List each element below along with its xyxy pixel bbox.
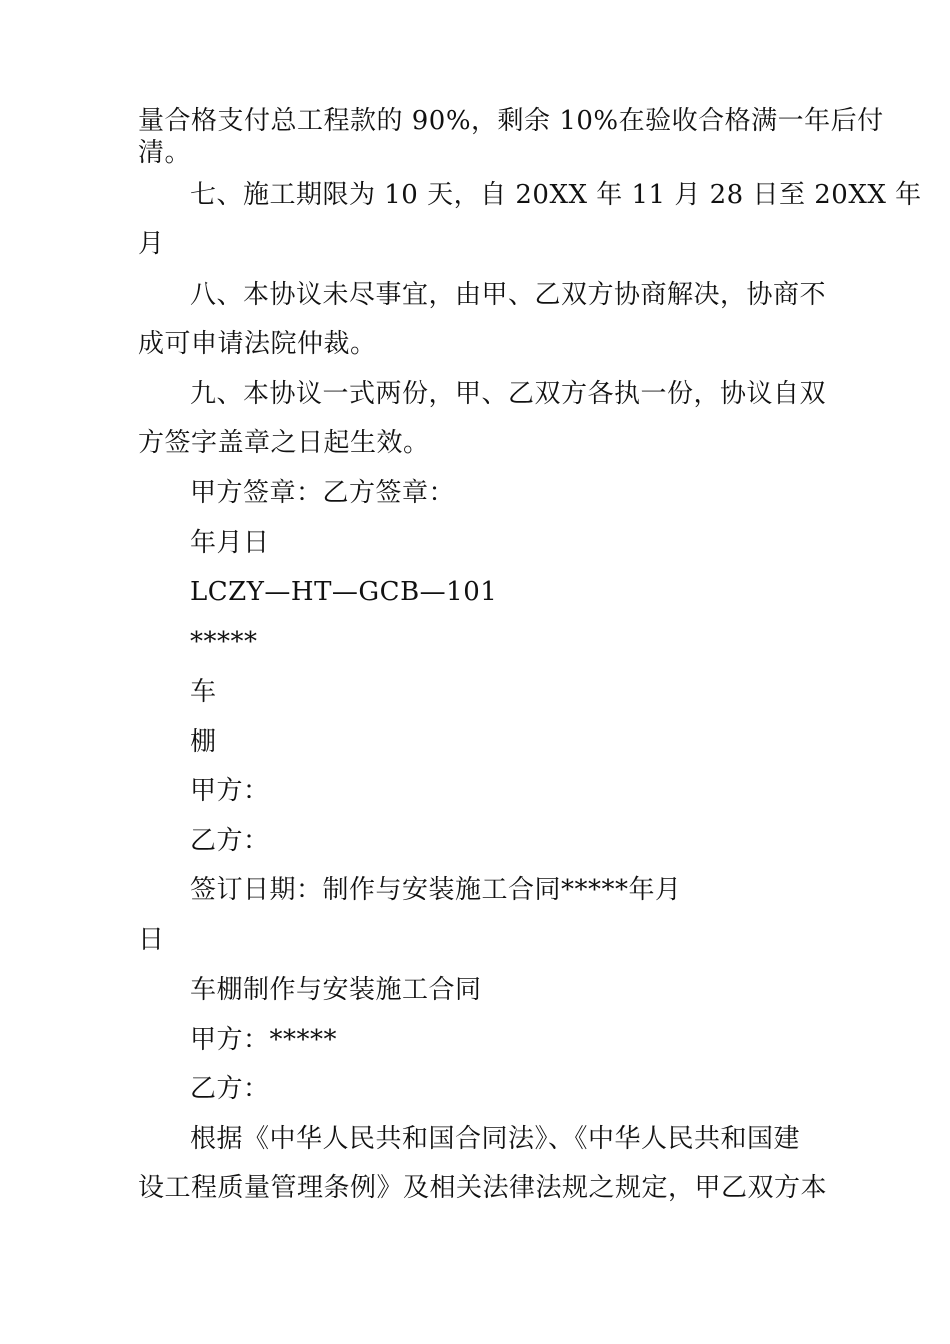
title-char: 车 [190, 677, 217, 707]
document-code: LCZY—HT—GCB—101 [190, 577, 498, 607]
masked-text: ***** [190, 627, 258, 657]
title-char: 棚 [190, 727, 217, 757]
signature-line: 甲方签章：乙方签章： [190, 478, 456, 508]
date-line: 年月日 [190, 528, 270, 558]
party-b-label: 乙方： [190, 826, 270, 856]
clause-7-line: 七、施工期限为 10 天，自 20XX 年 11 月 28 日至 20XX 年 [190, 180, 922, 210]
party-a-label: 甲方： [190, 776, 270, 806]
paragraph-line: 量合格支付总工程款的 90%，剩余 10%在验收合格满一年后付 [138, 106, 884, 136]
paragraph-line: 日 [138, 925, 165, 955]
paragraph-line: 月 [138, 229, 165, 259]
preamble-line: 设工程质量管理条例》及相关法律法规之规定，甲乙双方本 [138, 1173, 828, 1203]
paragraph-line: 成可申请法院仲裁。 [138, 329, 377, 359]
clause-8-line: 八、本协议未尽事宜，由甲、乙双方协商解决，协商不 [190, 280, 827, 310]
party-a-line: 甲方：***** [190, 1025, 338, 1055]
paragraph-line: 清。 [138, 138, 192, 168]
preamble-line: 根据《中华人民共和国合同法》、《中华人民共和国建 [190, 1124, 801, 1154]
clause-9-line: 九、本协议一式两份，甲、乙双方各执一份，协议自双 [190, 379, 827, 409]
party-b-line: 乙方： [190, 1074, 270, 1104]
contract-title: 车棚制作与安装施工合同 [190, 975, 482, 1005]
paragraph-line: 方签字盖章之日起生效。 [138, 428, 430, 458]
signing-date-line: 签订日期：制作与安装施工合同*****年月 [190, 875, 682, 905]
